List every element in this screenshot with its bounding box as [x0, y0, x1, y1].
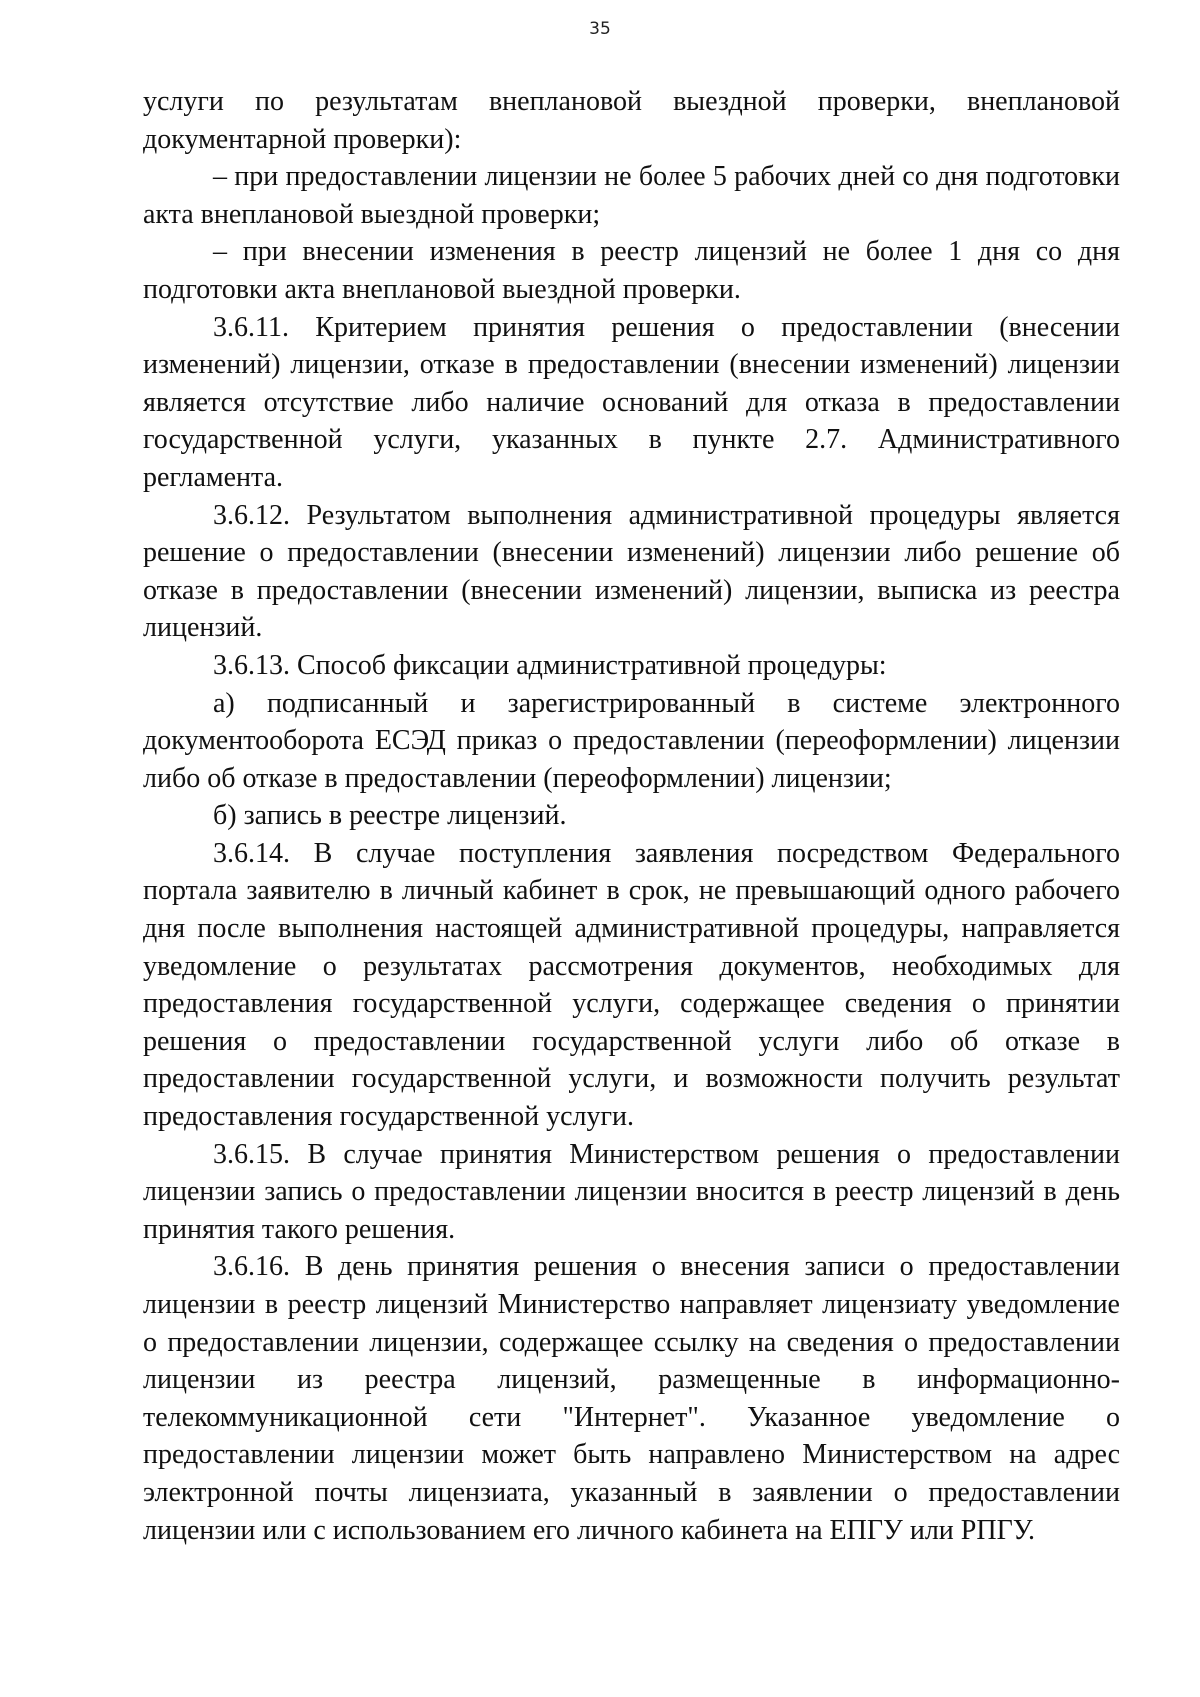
paragraph-list-item-a: а) подписанный и зарегистрированный в системе электронного документооборота ЕСЭД приказ о предоставлении (переоформлении) лицензии либо об отказе в предоставлении (переоформлении) лицензии;	[143, 687, 1120, 794]
paragraph-3-6-14: 3.6.14. В случае поступления заявления посредством Федерального портала заявителю в личный кабинет в срок, не превышающий одного рабочего дня после выполнения настоящей административной процедуры, направляется уведомление о результатах рассмотрения документов, необходимых для предоставления государственной услуги, содержащее сведения о принятии решения о предоставлении государственной услуги либо об отказе в предоставлении государственной услуги, и возможности получить результат предоставления государственной услуги.	[143, 837, 1120, 1133]
paragraph-3-6-12: 3.6.12. Результатом выполнения административной процедуры является решение о предоставлении (внесении изменений) лицензии либо решение об отказе в предоставлении (внесении изменений) лицензии, выписка из реестра лицензий.	[143, 499, 1120, 644]
paragraph-3-6-11: 3.6.11. Критерием принятия решения о предоставлении (внесении изменений) лицензии, отказе в предоставлении (внесении изменений) лицензии является отсутствие либо наличие оснований для отказа в предоставлении государственной услуги, указанных в пункте 2.7. Административного регламента.	[143, 311, 1120, 493]
paragraph-list-item: – при предоставлении лицензии не более 5 рабочих дней со дня подготовки акта внеплановой выездной проверки;	[143, 161, 1120, 230]
paragraph-list-item: – при внесении изменения в реестр лицензий не более 1 дня со дня подготовки акта внеплановой выездной проверки.	[143, 236, 1120, 305]
paragraph-3-6-13: 3.6.13. Способ фиксации административной процедуры:	[213, 649, 887, 681]
paragraph-list-item-b: б) запись в реестре лицензий.	[213, 800, 567, 832]
paragraph-continuation: услуги по результатам внеплановой выездной проверки, внеплановой документарной проверки):	[143, 86, 1120, 155]
page-number: 35	[589, 19, 611, 39]
paragraph-3-6-16: 3.6.16. В день принятия решения о внесения записи о предоставлении лицензии в реестр лицензий Министерство направляет лицензиату уведомление о предоставлении лицензии, содержащее ссылку на сведения о предоставлении лицензии из реестра лицензий, размещенные в информационно-телекоммуникационной сети "Интернет". Указанное уведомление о предоставлении лицензии может быть направлено Министерством на адрес электронной почты лицензиата, указанный в заявлении о предоставлении лицензии или с использованием его личного кабинета на ЕПГУ или РПГУ.	[143, 1251, 1120, 1546]
paragraph-3-6-15: 3.6.15. В случае принятия Министерством решения о предоставлении лицензии запись о предоставлении лицензии вносится в реестр лицензий в день принятия такого решения.	[143, 1138, 1120, 1245]
document-body	[143, 83, 1120, 1549]
